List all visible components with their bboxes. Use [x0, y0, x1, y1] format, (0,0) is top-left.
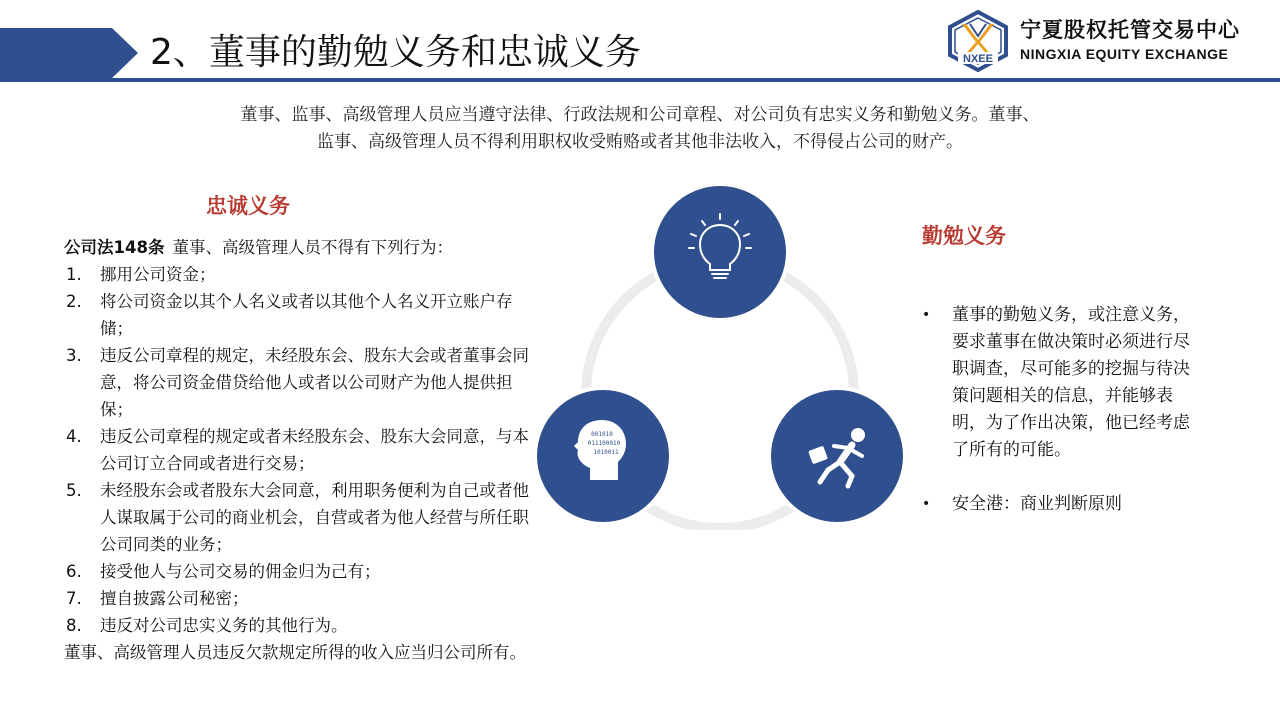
list-number: 4. [66, 427, 82, 446]
list-number: 6. [66, 562, 82, 581]
diligence-content [920, 302, 1190, 518]
law-reference-line [64, 234, 544, 261]
binary-line-2: 011100010 [587, 440, 621, 447]
diligence-list [920, 302, 1190, 518]
duty-cycle-diagram [530, 180, 910, 530]
list-number: 3. [66, 346, 82, 365]
binary-line-1: 001010 [591, 431, 613, 438]
list-item [64, 342, 544, 423]
list-item-text: 将公司资金以其个人名义或者以其他个人名义开立账户存储； [100, 292, 513, 338]
list-item [64, 423, 544, 477]
loyalty-heading: 忠诚义务 [206, 194, 290, 218]
diligence-heading: 勤勉义务 [922, 224, 1006, 248]
bullet-text: 安全港：商业判断原则 [952, 494, 1122, 514]
list-item [64, 288, 544, 342]
org-name-cn: 宁夏股权托管交易中心 [1020, 18, 1240, 42]
list-item [64, 261, 544, 288]
loyalty-content [64, 234, 544, 666]
list-item [64, 585, 544, 612]
right-circle [769, 388, 905, 524]
list-item-text: 接受他人与公司交易的佣金归为己有； [100, 562, 381, 581]
law-intro-text: 董事、高级管理人员不得有下列行为： [172, 238, 453, 257]
bullet-item: • 董事的勤勉义务，或注意义务，要求董事在做决策时必须进行尽职调查，尽可能多的挖掘与待决策问题相关的信息，并能够表明，为了作出决策，他已经考虑了所有的可能。 [922, 305, 1190, 460]
logo-text: NXEE [963, 53, 993, 65]
list-number: 5. [66, 481, 82, 500]
list-item-text: 挪用公司资金； [100, 265, 216, 284]
org-name-en: NINGXIA EQUITY EXCHANGE [1020, 46, 1229, 62]
list-item-text: 未经股东会或者股东大会同意，利用职务便利为自己或者他人谋取属于公司的商业机会，自营或者为他人经营与所任职公司同类的业务； [100, 481, 529, 554]
list-item [64, 477, 544, 558]
law-reference: 公司法148条 [64, 238, 165, 257]
bullet-text: 董事的勤勉义务，或注意义务，要求董事在做决策时必须进行尽职调查，尽可能多的挖掘与待决策问题相关的信息，并能够表明，为了作出决策，他已经考虑了所有的可能。 [952, 305, 1190, 460]
intro-line-1: 董事、监事、高级管理人员应当遵守法律、行政法规和公司章程、对公司负有忠实义务和勤勉义务。董事、 [240, 105, 1040, 125]
loyalty-list [64, 261, 544, 639]
list-item-text: 违反公司章程的规定，未经股东会、股东大会或者董事会同意，将公司资金借贷给他人或者以公司财产为他人提供担保； [100, 346, 529, 419]
list-number: 1. [66, 265, 82, 284]
intro-text [180, 102, 1100, 156]
list-number: 8. [66, 616, 82, 635]
loyalty-footer-text: 董事、高级管理人员违反欠款规定所得的收入应当归公司所有。 [64, 643, 526, 662]
list-item [64, 558, 544, 585]
page-title: 2、董事的勤勉义务和忠诚义务 [150, 32, 641, 73]
nxee-logo-icon [946, 10, 1010, 72]
left-circle [535, 388, 671, 524]
list-item-text: 擅自披露公司秘密； [100, 589, 249, 608]
header-divider [0, 78, 1280, 82]
list-number: 7. [66, 589, 82, 608]
intro-line-2: 监事、高级管理人员不得利用职权收受贿赂或者其他非法收入，不得侵占公司的财产。 [317, 132, 963, 152]
list-item-text: 违反对公司忠实义务的其他行为。 [100, 616, 348, 635]
list-item [64, 612, 544, 639]
top-circle [652, 184, 788, 320]
bullet-item: • 安全港：商业判断原则 [922, 494, 1122, 514]
title-banner-arrow [0, 28, 138, 78]
binary-line-3: 1010011 [593, 449, 619, 456]
list-item-text: 违反公司章程的规定或者未经股东会、股东大会同意，与本公司订立合同或者进行交易； [100, 427, 529, 473]
list-number: 2. [66, 292, 82, 311]
